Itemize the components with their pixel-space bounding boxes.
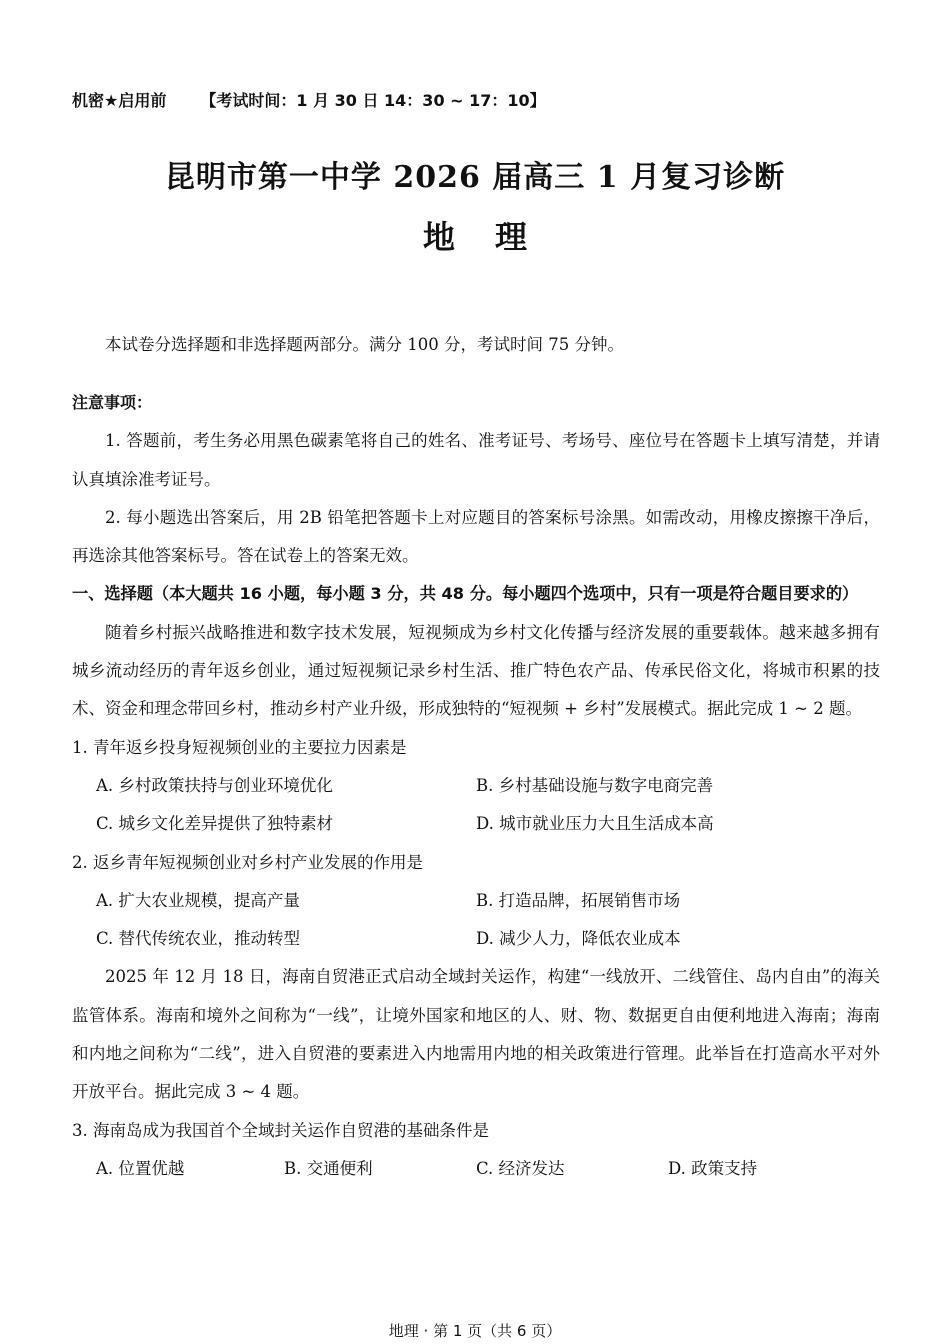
confidential-label: 机密★启用前 xyxy=(72,91,167,110)
intro-text: 本试卷分选择题和非选择题两部分。满分 100 分，考试时间 75 分钟。 xyxy=(105,335,624,354)
q2-option-c: C. 替代传统农业，推动转型 xyxy=(96,929,301,949)
question-2-options-row-2 xyxy=(72,920,880,958)
question-3-stem: 3. 海南岛成为我国首个全域封关运作自贸港的基础条件是 xyxy=(72,1120,489,1140)
note-item-2: 2. 每小题选出答案后，用 2B 铅笔把答题卡上对应题目的答案标号涂黑。如需改动，用橡皮擦擦干净后，再选涂其他答案标号。答在试卷上的答案无效。 xyxy=(72,507,880,566)
header-line xyxy=(72,88,546,111)
q2-option-b: B. 打造品牌，拓展销售市场 xyxy=(476,890,681,910)
q3-option-d: D. 政策支持 xyxy=(668,1158,758,1178)
q1-option-d: D. 城市就业压力大且生活成本高 xyxy=(476,814,714,834)
question-2-stem: 2. 返乡青年短视频创业对乡村产业发展的作用是 xyxy=(72,852,423,872)
question-1-stem: 1. 青年返乡投身短视频创业的主要拉力因素是 xyxy=(72,737,407,757)
question-3-options-row xyxy=(72,1150,880,1188)
subject-title: 地理 xyxy=(422,218,567,256)
q1-option-a: A. 乡村政策扶持与创业环境优化 xyxy=(96,775,333,795)
exam-title: 昆明市第一中学 2026 届高三 1 月复习诊断 xyxy=(164,160,786,195)
q2-option-d: D. 减少人力，降低农业成本 xyxy=(476,929,681,949)
q1-option-b: B. 乡村基础设施与数字电商完善 xyxy=(476,775,714,795)
question-2-options-row-1 xyxy=(72,882,880,920)
note-item-1: 1. 答题前，考生务必用黑色碳素笔将自己的姓名、准考证号、考场号、座位号在答题卡上填写清楚，并请认真填涂准考证号。 xyxy=(72,431,880,489)
question-1-options-row-1 xyxy=(72,767,880,805)
question-1-options-row-2 xyxy=(72,805,880,843)
page-footer: 地理 · 第 1 页（共 6 页） xyxy=(388,1322,562,1340)
q3-option-b: B. 交通便利 xyxy=(284,1158,373,1178)
passage-2: 2025 年 12 月 18 日，海南自贸港正式启动全域封关运作，构建“一线放开、二线管住、岛内自由”的海关监管体系。海南和境外之间称为“一线”，让境外国家和地区的人、财、物、数据更自由便利地进入海南；海南和内地之间称为“二线”，进入自贸港的要素进入内地需用内地的相关政策进行管理。此举旨在打造高水平对外开放平台。据此完成 3 ~ 4 题。 xyxy=(72,967,880,1102)
exam-time: 【考试时间：1 月 30 日 14：30 ~ 17：10】 xyxy=(200,91,546,110)
notes-heading: 注意事项： xyxy=(72,393,153,412)
q1-option-c: C. 城乡文化差异提供了独特素材 xyxy=(96,814,334,834)
section-heading: 一、选择题（本大题共 16 小题，每小题 3 分，共 48 分。每小题四个选项中，只有一项是符合题目要求的） xyxy=(72,584,859,604)
q3-option-c: C. 经济发达 xyxy=(476,1158,565,1178)
passage-1: 随着乡村振兴战略推进和数字技术发展，短视频成为乡村文化传播与经济发展的重要载体。越来越多拥有城乡流动经历的青年返乡创业，通过短视频记录乡村生活、推广特色农产品、传承民俗文化，将城市积累的技术、资金和理念带回乡村，推动乡村产业升级，形成独特的“短视频 + 乡村”发展模式。据此完成 1 ~ 2 题。 xyxy=(72,622,880,719)
main-content xyxy=(72,384,880,1188)
q2-option-a: A. 扩大农业规模，提高产量 xyxy=(96,890,300,910)
intro-block xyxy=(72,326,880,364)
q3-option-a: A. 位置优越 xyxy=(96,1158,185,1178)
